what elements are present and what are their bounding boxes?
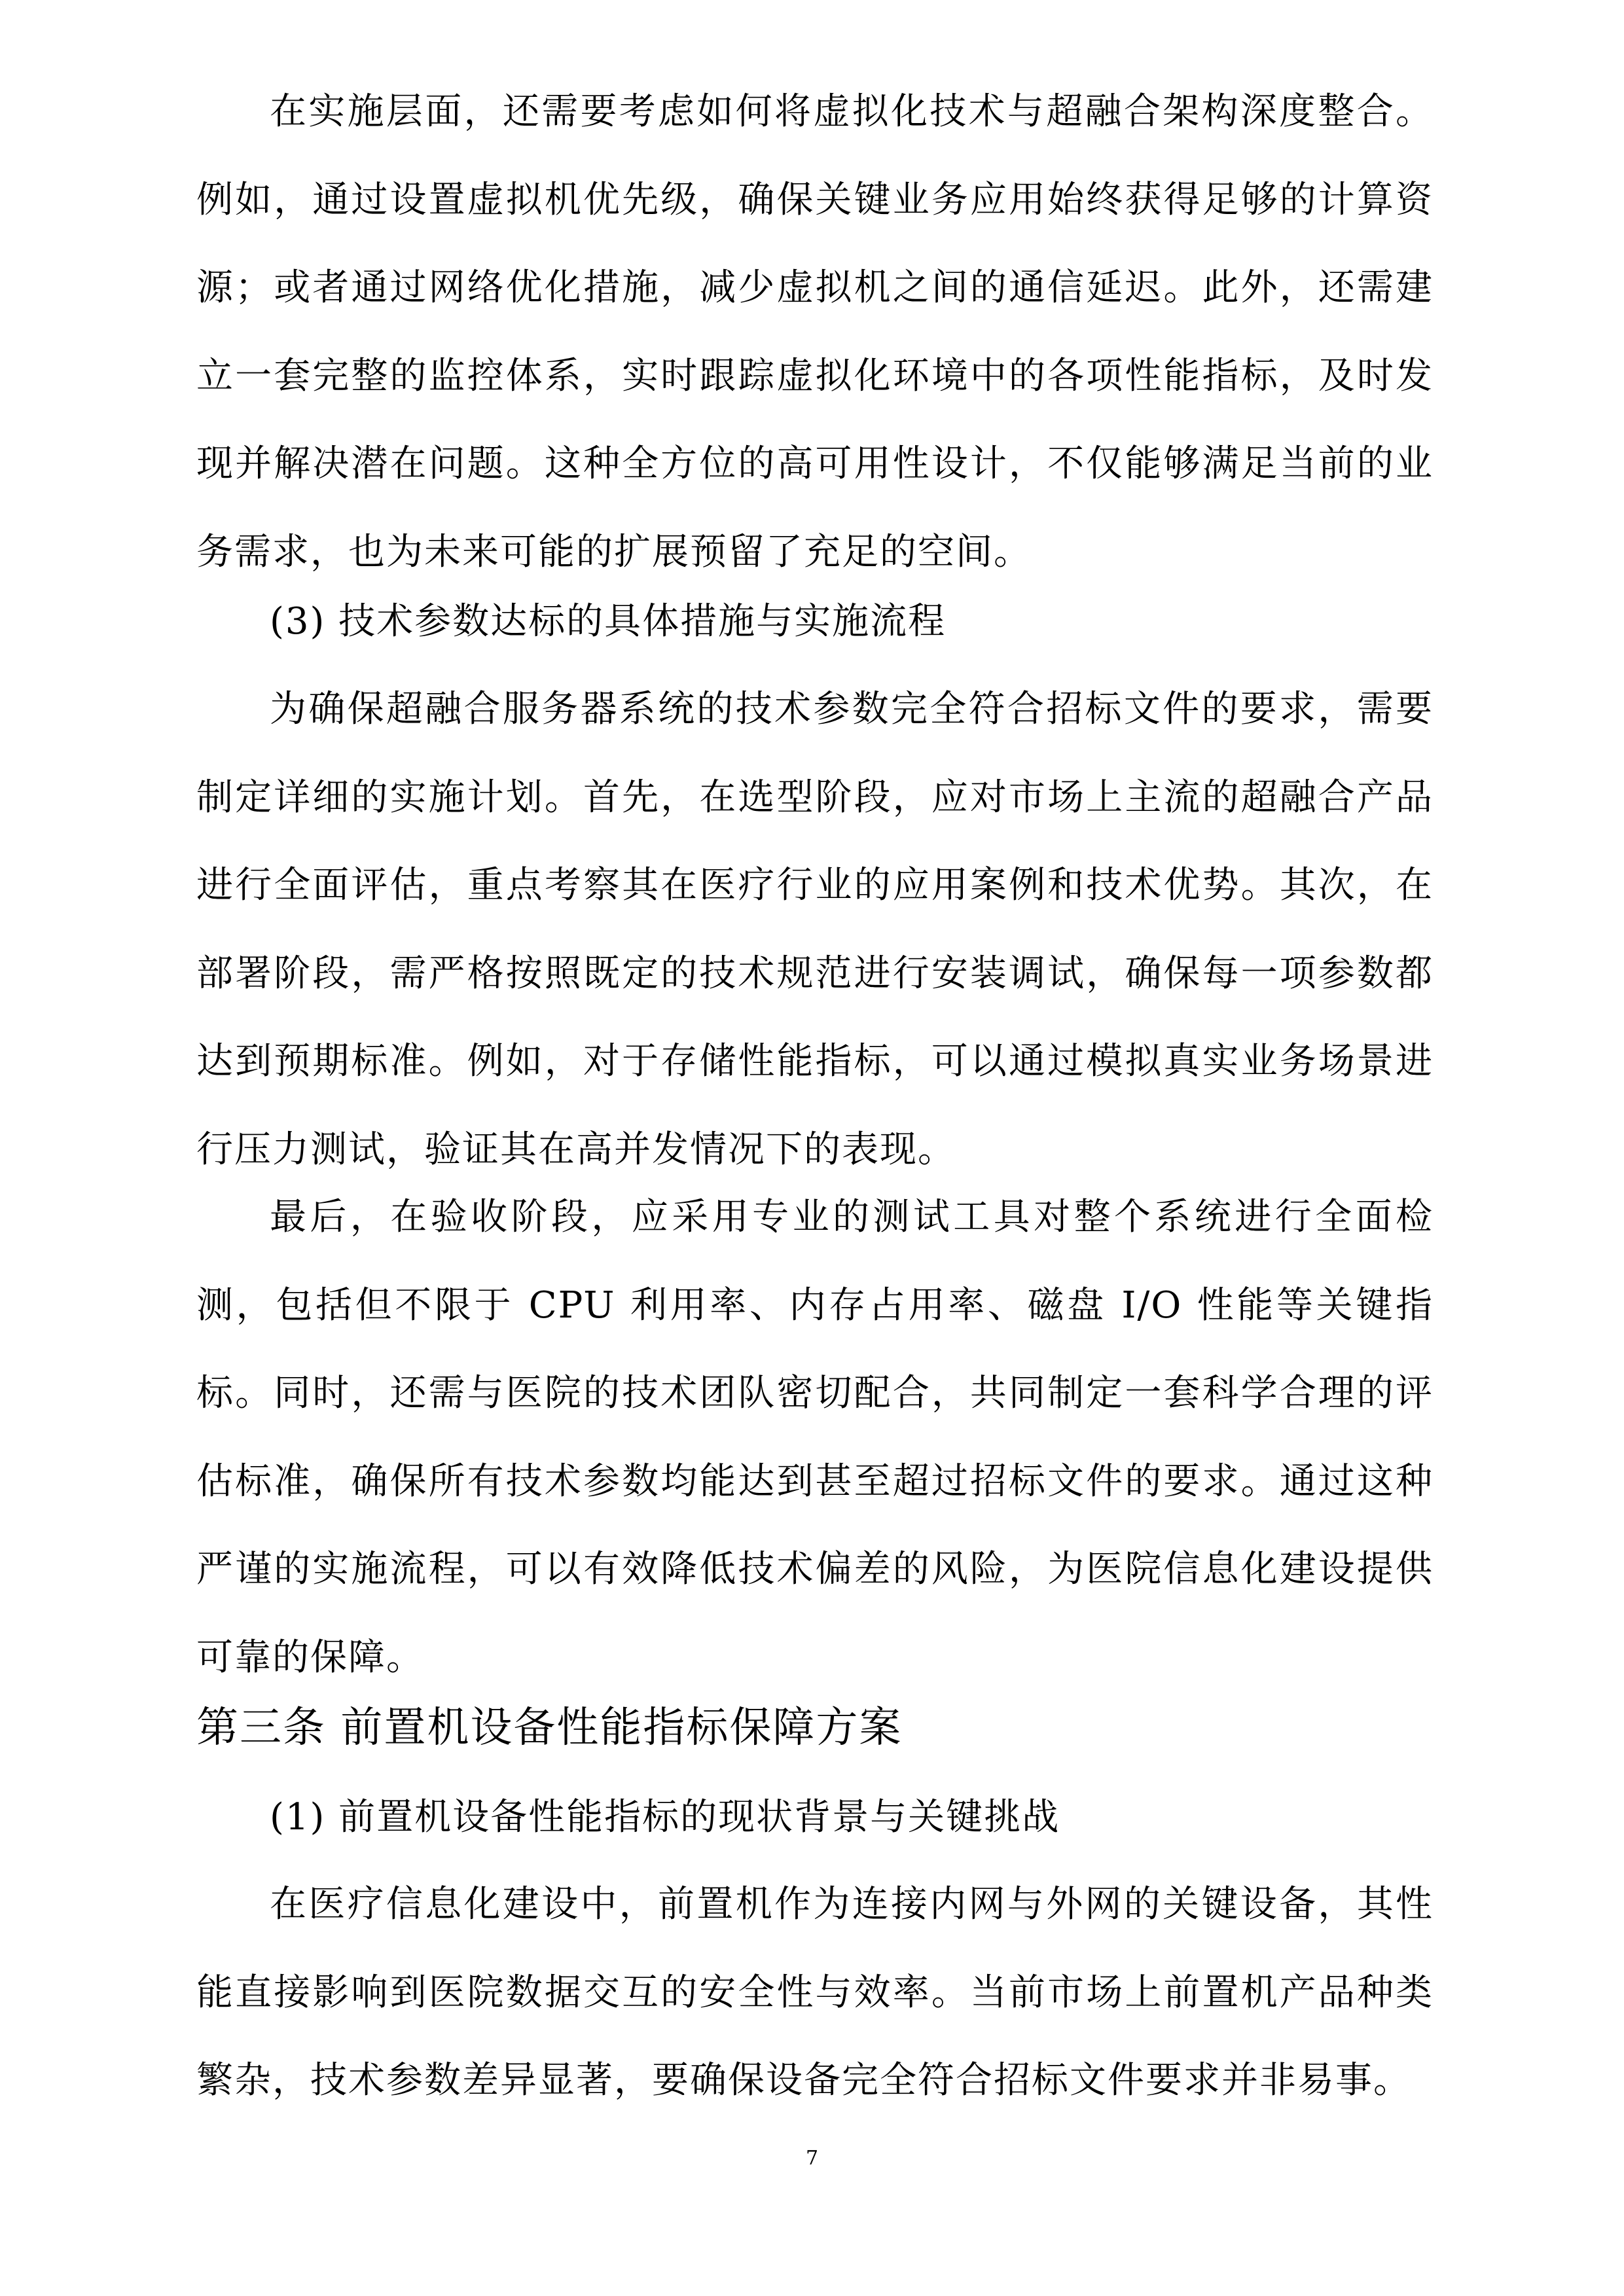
paragraph-acceptance-stage: 最后，在验收阶段，应采用专业的测试工具对整个系统进行全面检测，包括但不限于 CPU 利用率、内存占用率、磁盘 I/O 性能等关键指标。同时，还需与医院的技术团队密切配合，共同制定一套科学合理的评估标准，确保所有技术参数均能达到甚至超过招标文件的要求。通过这种严谨的实施流程，可以有效降低技术偏差的风险，为医院信息化建设提供可靠的保障。: [196, 1196, 1434, 1679]
subheading-technical-parameters: (3) 技术参数达标的具体措施与实施流程: [270, 600, 947, 643]
paragraph-virtualization-integration: 在实施层面，还需要考虑如何将虚拟化技术与超融合架构深度整合。例如，通过设置虚拟机优先级，确保关键业务应用始终获得足够的计算资源；或者通过网络优化措施，减少虚拟机之间的通信延迟。此外，还需建立一套完整的监控体系，实时跟踪虚拟化环境中的各项性能指标，及时发现并解决潜在问题。这种全方位的高可用性设计，不仅能够满足当前的业务需求，也为未来可能的扩展预留了充足的空间。: [196, 90, 1434, 573]
page-number: 7: [805, 2147, 819, 2170]
section-title: 第三条 前置机设备性能指标保障方案: [196, 1704, 903, 1752]
paragraph-front-end-background: 在医疗信息化建设中，前置机作为连接内网与外网的关键设备，其性能直接影响到医院数据交互的安全性与效率。当前市场上前置机产品种类繁杂，技术参数差异显著，要确保设备完全符合招标文件要求并非易事。: [196, 1883, 1434, 2102]
paragraph-implementation-plan: 为确保超融合服务器系统的技术参数完全符合招标文件的要求，需要制定详细的实施计划。首先，在选型阶段，应对市场上主流的超融合产品进行全面评估，重点考察其在医疗行业的应用案例和技术优势。其次，在部署阶段，需严格按照既定的技术规范进行安装调试，确保每一项参数都达到预期标准。例如，对于存储性能指标，可以通过模拟真实业务场景进行压力测试，验证其在高并发情况下的表现。: [196, 688, 1434, 1171]
subheading-front-end-challenges: (1) 前置机设备性能指标的现状背景与关键挑战: [270, 1796, 1060, 1839]
